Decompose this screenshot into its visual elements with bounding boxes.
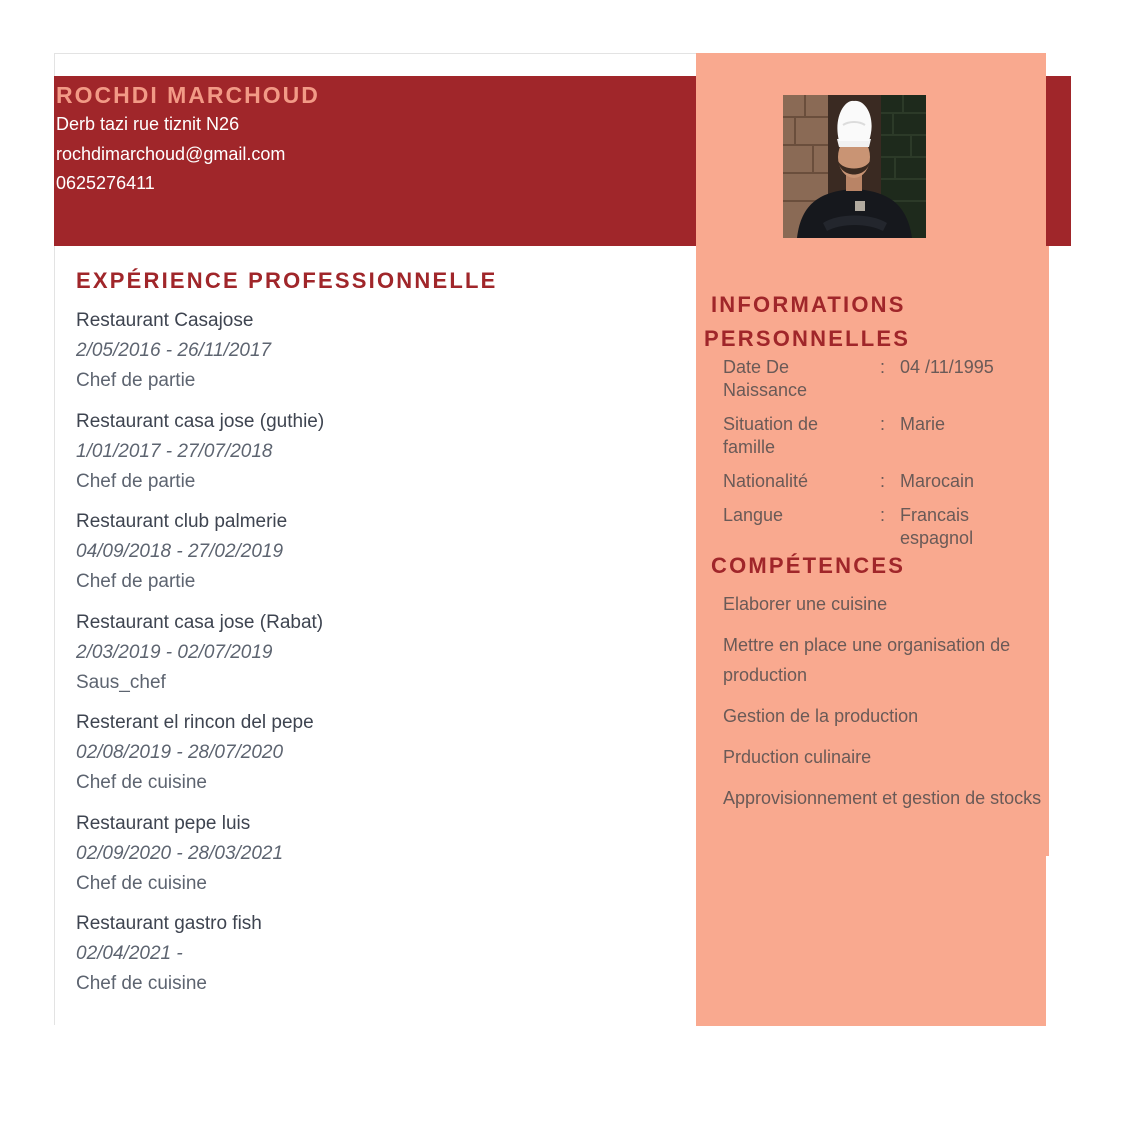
sidebar-edge	[1046, 246, 1049, 856]
profile-photo	[783, 95, 926, 238]
experience-company: Restaurant club palmerie	[76, 511, 288, 532]
experience-dates: 2/05/2016 - 26/11/2017	[76, 340, 272, 361]
experience-item	[76, 708, 666, 809]
experience-company: Restaurant gastro fish	[76, 913, 262, 934]
experience-dates: 02/04/2021 -	[76, 943, 183, 964]
page-border	[54, 53, 696, 54]
experience-role: Chef de partie	[76, 370, 196, 391]
experience-company: Resterant el rincon del pepe	[76, 712, 314, 733]
experience-company: Restaurant Casajose	[76, 310, 254, 331]
personal-info-table	[723, 356, 1043, 550]
contact-header	[56, 80, 676, 199]
address-line: Derb tazi rue tiznit N26	[56, 114, 240, 134]
skills-title: COMPÉTENCES	[711, 553, 906, 578]
info-separator: :	[880, 471, 886, 491]
experience-item	[76, 809, 666, 910]
experience-title: EXPÉRIENCE PROFESSIONNELLE	[76, 268, 498, 293]
info-row-language	[723, 504, 1043, 550]
info-value: Marie	[900, 414, 946, 434]
info-separator: :	[880, 357, 886, 377]
experience-item	[76, 306, 666, 407]
experience-company: Restaurant casa jose (guthie)	[76, 410, 325, 432]
experience-company: Restaurant casa jose (Rabat)	[76, 611, 324, 633]
skills-list	[723, 589, 1045, 824]
experience-role: Chef de cuisine	[76, 872, 207, 894]
info-label: Langue	[723, 505, 784, 525]
experience-dates: 1/01/2017 - 27/07/2018	[76, 440, 273, 462]
info-label: Date De Naissance	[723, 357, 808, 400]
experience-dates: 02/09/2020 - 28/03/2021	[76, 842, 284, 864]
experience-item	[76, 507, 666, 608]
info-value: 04 /11/1995	[900, 357, 994, 377]
experience-item	[76, 608, 666, 709]
info-row-birthdate	[723, 356, 1043, 413]
info-separator: :	[880, 414, 886, 434]
skill-item: Prduction culinaire	[723, 747, 872, 767]
personal-info-title-line2: PERSONNELLES	[704, 326, 911, 351]
experience-role: Chef de partie	[76, 470, 196, 492]
experience-list	[76, 306, 666, 1010]
info-label: Situation de famille	[723, 414, 819, 457]
experience-dates: 04/09/2018 - 27/02/2019	[76, 541, 284, 562]
experience-item	[76, 407, 666, 508]
experience-role: Saus_chef	[76, 671, 166, 693]
email-line: rochdimarchoud@gmail.com	[56, 143, 286, 164]
chef-portrait-icon	[783, 95, 926, 238]
info-separator: :	[880, 505, 886, 525]
experience-role: Chef de cuisine	[76, 772, 207, 793]
info-value: Marocain	[900, 471, 975, 491]
experience-dates: 02/08/2019 - 28/07/2020	[76, 742, 284, 763]
skill-item: Gestion de la production	[723, 706, 919, 726]
experience-role: Chef de partie	[76, 571, 196, 592]
info-row-family-status	[723, 413, 1043, 470]
info-label: Nationalité	[723, 471, 809, 491]
experience-dates: 2/03/2019 - 02/07/2019	[76, 641, 273, 663]
experience-company: Restaurant pepe luis	[76, 812, 251, 834]
candidate-name: ROCHDI MARCHOUD	[56, 82, 320, 108]
info-value: Francais espagnol	[900, 505, 974, 548]
experience-role: Chef de cuisine	[76, 973, 207, 994]
skill-item: Approvisionnement et gestion de stocks	[723, 788, 1042, 808]
skill-item: Mettre en place une organisation de production	[723, 635, 1011, 685]
personal-info-title: INFORMATIONS	[711, 292, 906, 317]
phone-line: 0625276411	[56, 173, 155, 193]
experience-item	[76, 909, 666, 1010]
info-row-nationality	[723, 470, 1043, 504]
skill-item: Elaborer une cuisine	[723, 594, 888, 614]
